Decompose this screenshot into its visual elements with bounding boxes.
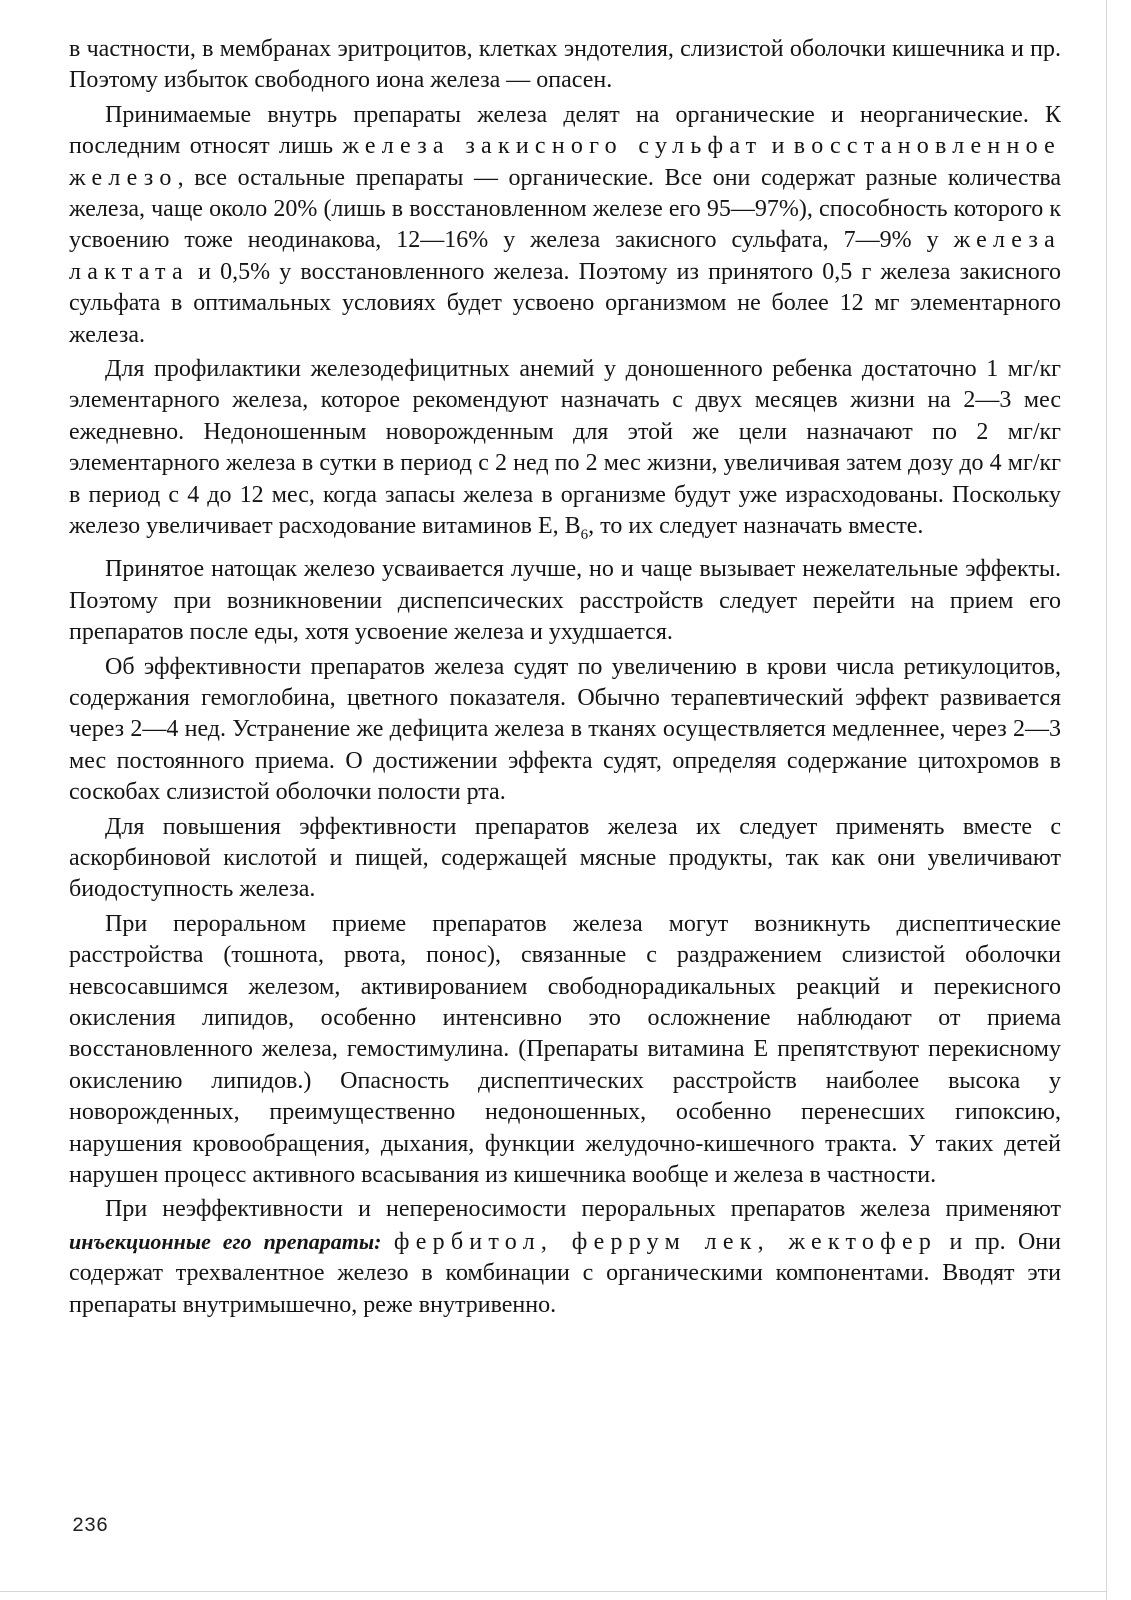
text-run: Принятое натощак железо усваивается лучше, но и чаще вызывает нежелательные эффекты. Поэтому при возникновении диспепсических расстройств следует перейти на прием его препаратов после еды, хотя усвоение железа и ухудшается.: [69, 556, 1061, 646]
paragraph-iron-preparations-classification: [69, 100, 1061, 351]
text-run: Для повышения эффективности препаратов железа их следует применять вместе с аскорбиновой кислотой и пищей, содержащей мясные продукты, так как они увеличивают биодоступность железа.: [69, 813, 1061, 903]
spaced-term: фербитол, феррум лек, жектофер: [393, 1228, 938, 1255]
page-edge-right: [1106, 0, 1107, 1600]
text-run: Об эффективности препаратов железа судят по увеличению в крови числа ретикулоцитов, содержания гемоглобина, цветного показателя. Обычно терапевтический эффект развивается через 2—4 нед. Устранение же дефицита железа в тканях осуществляется медленнее, через 2—3 мес постоянного приема. О достижении эффекта судят, определяя содержание цитохромов в соскобах слизистой оболочки полости рта.: [69, 653, 1061, 806]
paragraph-side-effects: [69, 909, 1061, 1192]
paragraph-fasting-intake: [69, 554, 1061, 648]
body-text: [69, 34, 1061, 1324]
text-run: , все остальные препараты — органические. Все они содержат разные количества железа, чаще около 20% (лишь в восстановленном железе его 95—97%), способность которого к усвоению тоже неодинакова, 12—16% у железа закисного сульфата, 7—9% у: [69, 164, 1061, 254]
text-run: При пероральном приеме препаратов железа могут возникнуть диспептические расстройства (тошнота, рвота, понос), связанные с раздражением слизистой оболочки невсосавшимся железом, активированием свободнорадикальных реакций и перекисного окисления липидов, особенно интенсивно это осложнение наблюдают от приема восстановленного железа, гемостимулина. (Препараты витамина Е препятствуют перекисному окислению липидов.) Опасность диспептических расстройств наиболее высока у новорожденных, преимущественно недоношенных, особенно перенесших гипоксию, нарушения кровообращения, дыхания, функции желудочно-кишечного тракта. У таких детей нарушен процесс активного всасывания из кишечника вообще и железа в частности.: [69, 910, 1061, 1189]
spaced-term: железа закисного сульфат: [342, 133, 763, 160]
paragraph-continuation: [69, 34, 1061, 97]
paragraph-prophylaxis: [69, 354, 1061, 551]
italic-term: инъекционные его препараты:: [69, 1228, 382, 1254]
paragraph-injectable: [69, 1194, 1061, 1321]
text-run: Принимаемые внутрь препараты железа делят на органические и неорганические. К последним относят лишь: [69, 101, 1061, 160]
paragraph-effectiveness: [69, 652, 1061, 809]
spaced-term: железа лактата: [69, 227, 1061, 285]
text-run: и пр. Они содержат трехвалентное железо в комбинации с органическими компонентами. Вводят эти препараты внутримышечно, реже внутривенно.: [69, 1228, 1061, 1318]
text-run: в частности, в мембранах эритроцитов, клетках эндотелия, слизистой оболочки кишечника и пр. Поэтому избыток свободного иона железа — опасен.: [69, 36, 1061, 94]
text-run: , то их следует назначать вместе.: [588, 513, 924, 540]
text-run: Для профилактики железодефицитных анемий у доношенного ребенка достаточно 1 мг/кг элементарного железа, которое рекомендуют назначать с двух месяцев жизни на 2—3 мес ежедневно. Недоношенным новорожденным для этой же цели назначают по 2 мг/кг элементарного железа в сутки в период с 2 нед по 2 мес жизни, увеличивая затем дозу до 4 мг/кг в период с 4 до 12 мес, когда запасы железа в организме будут уже израсходованы. Поскольку железо увеличивает расходование витаминов Е, B: [69, 356, 1061, 540]
text-run: [382, 1229, 394, 1255]
paragraph-ascorbic-acid: [69, 812, 1061, 906]
text-run: и 0,5% у восстановленного железа. Поэтому из принятого 0,5 г железа закисного сульфата в оптимальных условиях будет усвоено организмом не более 12 мг элементарного железа.: [69, 258, 1061, 348]
spaced-term: восстановленное железо: [69, 133, 1062, 191]
text-run: При неэффективности и непереносимости пероральных препаратов железа применяют: [105, 1196, 1061, 1223]
page-edge-bottom: [0, 1591, 1107, 1592]
subscript: 6: [580, 526, 589, 543]
text-run: и: [762, 133, 794, 160]
page-number: 236: [72, 1515, 109, 1538]
